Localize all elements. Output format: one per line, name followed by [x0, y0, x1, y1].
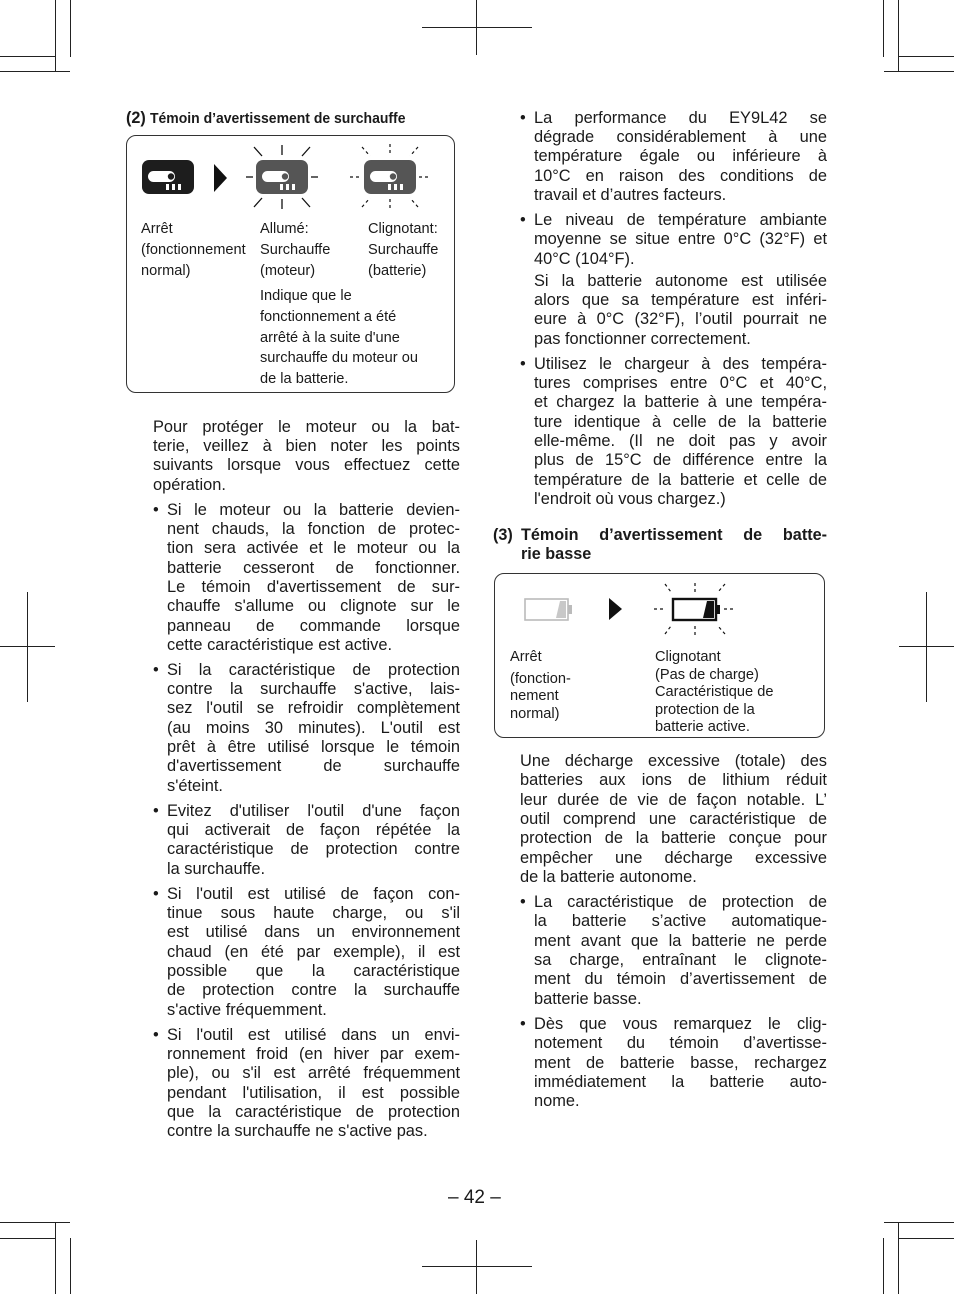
section-2-number: (2): [126, 109, 146, 127]
state-off-label: Arrêt (fonctionnement normal): [141, 221, 246, 279]
section-2-heading: [126, 109, 428, 128]
low-battery-off-label: Arrêt (fonction- nement normal): [510, 649, 571, 722]
arrow-right-icon: [214, 164, 227, 192]
section-2-title: Témoin d’avertissement de surchauffe: [150, 110, 406, 127]
low-battery-icons: [495, 574, 824, 644]
low-battery-blinking-icon: [654, 583, 736, 636]
battery-temperature-off-icon: [142, 160, 194, 194]
low-battery-indicator-diagram: [494, 573, 825, 738]
page-number: – 42 –: [448, 1187, 501, 1208]
overheat-icons: [127, 136, 454, 216]
state-on-label: Allumé: Surchauffe (moteur): [260, 221, 331, 279]
overheat-indicator-diagram: [126, 135, 455, 393]
battery-temperature-blinking-icon: [350, 144, 430, 210]
battery-temperature-on-icon: [246, 145, 318, 209]
low-battery-off-icon: [525, 599, 572, 620]
low-battery-blinking-label: Clignotant (Pas de charge) Caractéristique de protection de la batterie active.: [655, 649, 774, 736]
state-blinking-label: Clignotant: Surchauffe (batterie): [368, 221, 439, 279]
arrow-right-icon: [609, 598, 622, 620]
overheat-note: Indique que le fonctionnement a été arrêté à la suite d'une surchauffe du moteur ou de la batterie.: [260, 288, 418, 388]
